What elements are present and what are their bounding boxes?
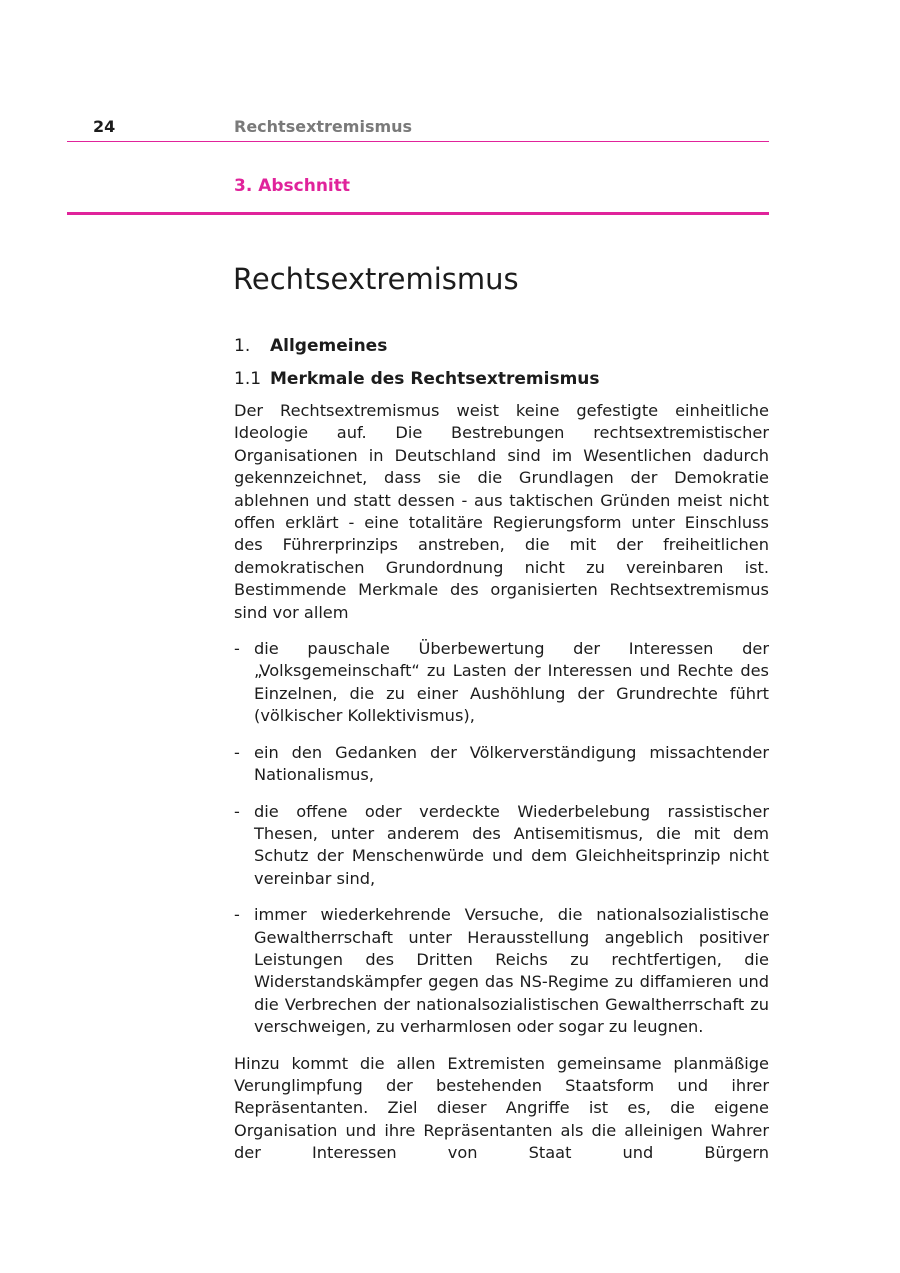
dash-marker: - xyxy=(234,639,240,659)
closing-paragraph: Hinzu kommt die allen Extremisten gemeinsame planmäßige Verunglimpfung der bestehenden Staatsform und ihrer Repräsentanten. Ziel dieser Angriffe ist es, die eigene Organisation und ihre Repräsentanten als die alleinigen Wahrer der Interessen von Staat und Bürgern xyxy=(234,1053,769,1163)
heading-level-1 xyxy=(234,334,769,358)
dash-marker: - xyxy=(234,801,240,821)
dash-marker: - xyxy=(234,905,240,925)
bullet-list xyxy=(234,638,769,1039)
header-divider xyxy=(67,141,769,142)
page-number: 24 xyxy=(93,117,116,136)
section-label: 3. Abschnitt xyxy=(234,176,351,196)
list-item-text: die pauschale Überbewertung der Interessen der „Volksgemeinschaft“ zu Lasten der Interessen und Rechte des Einzelnen, die zu einer Aushöhlung der Grundrechte führt (völkischer Kollektivismus), xyxy=(254,639,769,726)
heading-text: Allgemeines xyxy=(270,336,388,356)
heading-text: Merkmale des Rechtsextremismus xyxy=(270,369,600,389)
chapter-title: Rechtsextremismus xyxy=(233,262,519,296)
list-item xyxy=(234,904,769,1038)
list-item xyxy=(234,742,769,787)
heading-level-2 xyxy=(234,367,769,391)
heading-number: 1.1 xyxy=(234,369,262,389)
list-item xyxy=(234,638,769,728)
section-divider xyxy=(67,212,769,215)
list-item-text: ein den Gedanken der Völkerverständigung missachtender Nationalismus, xyxy=(254,742,769,785)
running-header: Rechtsextremismus xyxy=(234,117,413,136)
list-item-text: immer wiederkehrende Versuche, die nationalsozialistische Gewaltherrschaft unter Herausstellung angeblich positiver Leistungen des Dritten Reichs zu rechtfertigen, die Widerstandskämpfer gegen das NS-Regime zu diffamieren und die Verbrechen der nationalsozialistischen Gewaltherrschaft zu verschweigen, zu verharmlosen oder sogar zu leugnen. xyxy=(254,905,769,1037)
list-item xyxy=(234,801,769,891)
list-item-text: die offene oder verdeckte Wiederbelebung rassistischer Thesen, unter anderem des Antisemitismus, die mit dem Schutz der Menschenwürde und dem Gleichheitsprinzip nicht vereinbar sind, xyxy=(254,801,769,888)
intro-paragraph: Der Rechtsextremismus weist keine gefestigte einheitliche Ideologie auf. Die Bestrebungen rechtsextremistischer Organisationen in Deutschland sind im Wesentlichen dadurch gekennzeichnet, dass sie die Grundlagen der Demokratie ablehnen und statt dessen - aus taktischen Gründen meist nicht offen erklärt - eine totalitäre Regierungsform unter Einschluss des Führerprinzips anstreben, die mit der freiheitlichen demokratischen Grundordnung nicht zu vereinbaren ist. Bestimmende Merkmale des organisierten Rechtsextremismus sind vor allem xyxy=(234,401,769,622)
heading-number: 1. xyxy=(234,336,251,356)
main-content xyxy=(234,334,769,1165)
dash-marker: - xyxy=(234,742,240,762)
